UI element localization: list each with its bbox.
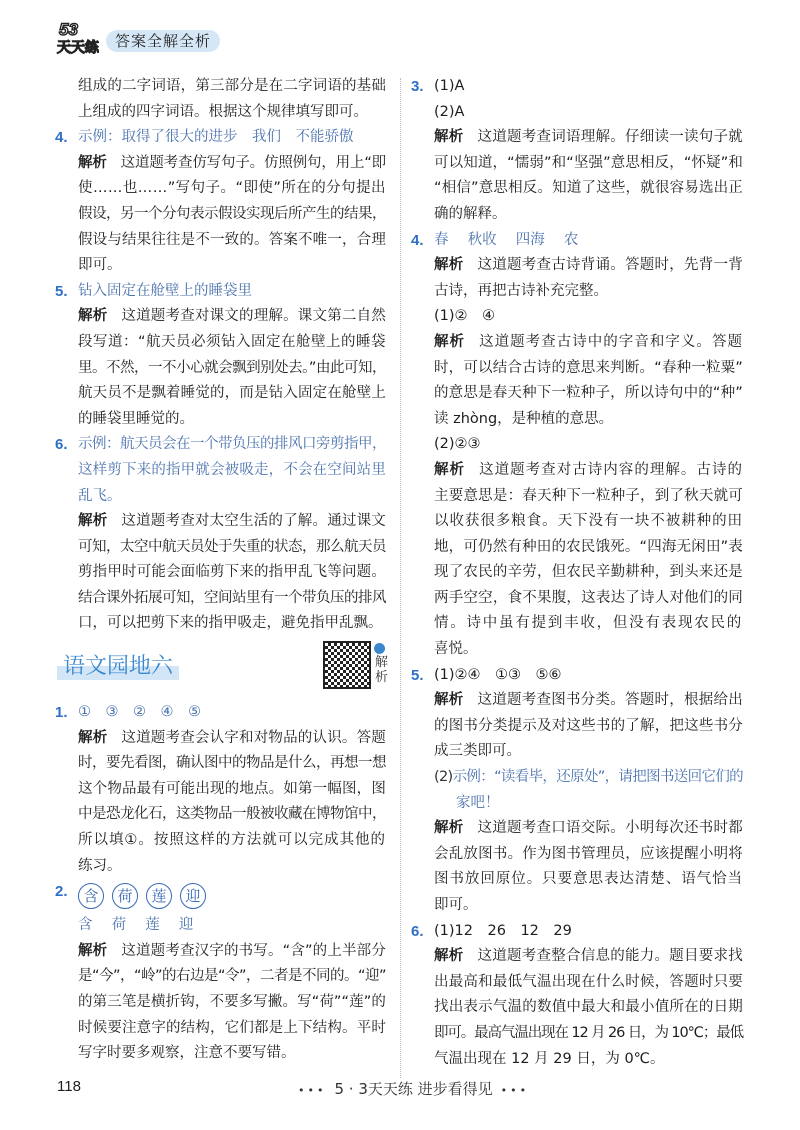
analysis-line (78, 854, 387, 880)
line-content (434, 458, 743, 484)
line-content (78, 828, 386, 854)
analysis-line (434, 1047, 744, 1073)
line-content (78, 458, 386, 484)
line-content (434, 970, 743, 996)
line-content (434, 586, 743, 612)
analysis-line (434, 714, 744, 740)
line-text: 上组成的四字词语。根据这个规律填写即可。 (78, 103, 368, 120)
line-content (434, 151, 743, 177)
line-text: 即可。 (78, 257, 122, 274)
line-text: 古诗，再把古诗补充完整。 (434, 282, 608, 299)
analysis-line (434, 611, 744, 637)
analysis-line (434, 688, 744, 714)
answer-line (434, 304, 744, 330)
line-text: 这道题考查对课文的理解。课文第二自然 (121, 308, 387, 325)
analysis-line (434, 484, 744, 510)
line-text: 假设与结果往往是不一致的。答案不唯一，合理 (78, 231, 386, 248)
line-text: 练习。 (78, 857, 122, 874)
line-text: (1)② ④ (434, 308, 496, 325)
line-text: 喜悦。 (434, 641, 478, 658)
analysis-label: 解析 (434, 692, 464, 709)
analysis-line (434, 253, 744, 279)
analysis-line (434, 202, 744, 228)
circled-character: 含 (78, 883, 104, 909)
line-text: 这道题考查整合信息的能力。题目要求找 (477, 948, 743, 965)
text-line (78, 100, 387, 126)
analysis-line (434, 970, 744, 996)
line-text: 找出表示气温的数值中最大和最小值所在的日期 (434, 999, 743, 1016)
analysis-line (434, 330, 744, 356)
analysis-line (434, 995, 744, 1021)
analysis-line (434, 381, 744, 407)
line-text: 的睡袋里睡觉的。 (78, 410, 194, 427)
line-text: 会乱放图书。作为图书管理员，应该提醒小明将 (434, 845, 743, 862)
line-content (456, 791, 500, 817)
analysis-line (78, 560, 387, 586)
line-text: 假设，另一个分句表示假设实现后所产生的结果， (78, 205, 386, 222)
line-content (434, 535, 743, 561)
line-content (78, 432, 386, 458)
line-content (78, 279, 252, 305)
line-text: 使……也……”写句子。“即使”所在的分句提出 (78, 180, 386, 197)
line-text: 两手空空，食不果腹，这表达了诗人对他们的同 (434, 589, 743, 606)
line-content (434, 944, 743, 970)
line-content (78, 176, 386, 202)
line-content (434, 228, 578, 254)
analysis-line (434, 893, 744, 919)
line-content (78, 700, 201, 726)
analysis-label: 解析 (434, 257, 464, 274)
analysis-line (434, 739, 744, 765)
line-content (78, 1041, 296, 1067)
line-text: (1)②④ ①③ ⑤⑥ (434, 666, 562, 683)
circled-character: 迎 (180, 883, 206, 909)
svg-text:53: 53 (59, 20, 78, 39)
line-content (434, 356, 743, 382)
footer-slogan (290, 1078, 537, 1099)
line-content (78, 751, 386, 777)
line-text: ① ③ ② ④ ⑤ (78, 704, 201, 721)
left-column (55, 74, 387, 1067)
question-block (55, 74, 387, 125)
answer-line (78, 125, 387, 151)
line-text: 的意思是春天种下一粒种子，所以诗句中的“种” (434, 385, 743, 402)
circled-character: 荷 (112, 883, 138, 909)
line-text: (1)12 26 12 29 (434, 922, 572, 939)
analysis-line (78, 330, 387, 356)
analysis-line (434, 535, 744, 561)
qr-label: 解析 (375, 655, 389, 686)
analysis-label: 解析 (78, 154, 107, 171)
analysis-line (434, 586, 744, 612)
answer-line (78, 484, 387, 510)
line-text: 时候要注意字的结构，它们都是上下结构。平时 (78, 1019, 386, 1036)
line-content (78, 304, 386, 330)
line-content (78, 509, 386, 535)
line-content (434, 995, 743, 1021)
line-text: 确的解释。 (434, 205, 507, 222)
line-content (78, 726, 386, 752)
circled-character: 莲 (146, 883, 172, 909)
question-block (411, 919, 744, 1073)
line-text: 时，要先看图，确认图中的物品是什么，再想一想 (78, 755, 386, 772)
line-text: 成三类即可。 (434, 743, 521, 760)
line-text: “相信”意思相反。知道了这些，就很容易选出正 (434, 180, 743, 197)
analysis-line (434, 509, 744, 535)
line-content (78, 535, 386, 561)
line-content (78, 74, 386, 100)
line-text: 这道题考查对太空生活的了解。通过课文 (121, 513, 387, 530)
line-text: (1)A (434, 78, 465, 94)
line-text: 组成的二字词语，第三部分是在二字词语的基础 (78, 78, 386, 94)
line-content (434, 176, 743, 202)
line-content (434, 125, 743, 151)
line-content (434, 432, 481, 458)
analysis-label: 解析 (434, 129, 464, 146)
analysis-line (78, 586, 387, 612)
line-text: 以收获很多粮食。天下没有一块不被耕种的田 (434, 513, 743, 530)
answer-line (434, 663, 744, 689)
analysis-line (78, 176, 387, 202)
line-text: 是“今”，“岭”的右边是“令”，二者是不同的。“迎” (78, 968, 386, 985)
line-content (434, 279, 608, 305)
analysis-line (434, 944, 744, 970)
line-text: 剪指甲时可能会面临剪下来的指甲乱飞等问题。 (78, 564, 386, 581)
analysis-line (78, 777, 387, 803)
line-content (78, 100, 368, 126)
question-block (411, 228, 744, 663)
line-content (434, 816, 743, 842)
line-content (434, 867, 743, 893)
play-icon[interactable] (374, 643, 385, 654)
line-text: 这道题考查词语理解。仔细读一读句子就 (477, 129, 743, 146)
line-content (78, 560, 386, 586)
footer-brand: 5 · 3天天练 (334, 1080, 413, 1098)
analysis-label: 解析 (434, 820, 464, 837)
analysis-line (434, 842, 744, 868)
analysis-line (78, 939, 387, 965)
analysis-label: 解析 (434, 461, 466, 478)
text-line (78, 74, 387, 100)
analysis-line (78, 253, 387, 279)
footer-dots-right: ••• (500, 1084, 530, 1097)
line-content (434, 714, 743, 740)
analysis-line (78, 964, 387, 990)
section-title: 语文园地六 (57, 649, 179, 680)
line-text: (2)②③ (434, 436, 481, 453)
analysis-line (78, 751, 387, 777)
page-number: 118 (57, 1078, 81, 1095)
line-content (78, 939, 386, 965)
analysis-line (434, 1021, 744, 1047)
line-content (78, 964, 386, 990)
line-content (78, 802, 386, 828)
line-text: 航天员不是飘着睡觉的，而是钻入固定在舱壁上 (78, 385, 386, 402)
analysis-line (434, 176, 744, 202)
analysis-label: 解析 (78, 942, 108, 959)
analysis-line (78, 611, 387, 637)
analysis-line (78, 1041, 387, 1067)
line-content (78, 854, 122, 880)
line-content (78, 990, 386, 1016)
line-text: 写字时要多观察，注意不要写错。 (78, 1045, 296, 1062)
answer-line (78, 458, 387, 484)
analysis-line (78, 828, 387, 854)
answer-line (434, 228, 744, 254)
question-block (55, 125, 387, 279)
line-content (434, 919, 572, 945)
line-content (78, 151, 386, 177)
line-content (434, 304, 495, 330)
line-content (78, 330, 386, 356)
analysis-line (78, 381, 387, 407)
line-text: 出最高和最低气温出现在什么时候，答题时只要 (434, 973, 743, 990)
line-text: 结合课外拓展可知，空间站里有一个带负压的排风 (78, 589, 386, 606)
analysis-line (434, 560, 744, 586)
line-text: 这道题考查会认字和对物品的认识。答题 (121, 729, 387, 746)
line-content (78, 586, 386, 612)
line-content (78, 202, 386, 228)
line-text: 主要意思是：春天种下一粒种子，到了秋天就可 (434, 487, 743, 504)
question-number: 2. (55, 883, 68, 901)
line-text: 这道题考查古诗中的字音和字义。答题 (479, 333, 744, 350)
line-text: 时，可以结合古诗的意思来判断。“春种一粒粟” (434, 359, 743, 376)
line-content (434, 637, 478, 663)
footer-motto: 进步看得见 (417, 1080, 493, 1098)
line-content (78, 356, 386, 382)
analysis-line (434, 407, 744, 433)
line-text: 即可。最高气温出现在 12 月 26 日，为 10℃；最低 (434, 1024, 743, 1041)
question-block (411, 74, 744, 228)
line-content (434, 484, 743, 510)
answer-line (434, 432, 744, 458)
line-text: 家吧！ (456, 794, 500, 811)
analysis-line (78, 407, 387, 433)
svg-text:天天练: 天天练 (57, 40, 99, 56)
analysis-line (78, 535, 387, 561)
question-number: 6. (411, 922, 424, 940)
line-content (78, 125, 354, 151)
column-divider (400, 78, 401, 1078)
line-text: 示例：“读看毕，还原处”，请把图书送回它们的 (452, 769, 743, 786)
line-text: 口，可以把剪下来的指甲吸走，避免指甲乱飘。 (78, 615, 383, 632)
question-number: 5. (55, 282, 68, 300)
analysis-label: 解析 (78, 513, 108, 530)
line-text: 图书放回原位。只要意思表达清楚、语气恰当 (434, 871, 743, 888)
line-content (434, 739, 521, 765)
question-block (411, 663, 744, 919)
answer-line (434, 919, 744, 945)
line-content (78, 407, 194, 433)
line-text: 地，可仍然有种田的农民饿死。“四海无闲田”表 (434, 538, 743, 555)
analysis-line (434, 279, 744, 305)
line-content (434, 893, 478, 919)
question-number: 6. (55, 436, 68, 454)
line-text: 气温出现在 12 月 29 日，为 0℃。 (434, 1050, 665, 1067)
line-text: (2)A (434, 103, 465, 120)
footer-dots-left: ••• (298, 1084, 327, 1097)
line-content (434, 509, 743, 535)
line-text: 这道题考查古诗背诵。答题时，先背一背 (477, 257, 743, 274)
analysis-line (434, 867, 744, 893)
analysis-label: 解析 (78, 308, 108, 325)
line-text: 的图书分类提示及对这些书的了解，把这些书分 (434, 717, 743, 734)
line-text: 所以填①。按照这样的方法就可以完成其他的 (78, 832, 386, 849)
sub-question-number: (2) (434, 769, 453, 786)
answer-line (78, 432, 387, 458)
line-content (434, 1047, 664, 1073)
line-content (434, 1021, 743, 1047)
line-text: 示例：取得了很大的进步 我们 不能骄傲 (78, 129, 354, 146)
line-text: 乱飞。 (78, 487, 122, 504)
line-text: 这道题考查仿写句子。仿照例句，用上“即 (120, 154, 387, 171)
line-content (434, 202, 507, 228)
line-text: 读 zhòng，是种植的意思。 (434, 410, 614, 427)
handwriting-answers (78, 879, 387, 913)
line-text: 示例：航天员会在一个带负压的排风口旁剪指甲， (78, 436, 386, 453)
analysis-line (434, 356, 744, 382)
analysis-label: 解析 (434, 333, 466, 350)
analysis-line (78, 304, 387, 330)
line-content (78, 484, 122, 510)
analysis-line (78, 356, 387, 382)
question-number: 1. (55, 704, 68, 722)
question-number: 5. (411, 666, 424, 684)
line-content (434, 253, 743, 279)
section-header (55, 637, 387, 700)
line-content (78, 777, 386, 803)
answer-line (434, 100, 744, 126)
answer-line (434, 74, 744, 100)
answer-line (78, 700, 387, 726)
line-content (434, 765, 743, 791)
line-text: 钻入固定在舱壁上的睡袋里 (78, 282, 252, 299)
right-column (411, 74, 744, 1072)
qr-code[interactable] (323, 641, 371, 689)
line-text: 这个物品最有可能出现的地点。如第一幅图，图 (78, 780, 386, 797)
analysis-line (434, 458, 744, 484)
analysis-line (78, 228, 387, 254)
question-block (55, 279, 387, 433)
answer-line (78, 913, 387, 939)
line-content (434, 663, 562, 689)
analysis-label: 解析 (78, 729, 108, 746)
answer-line (434, 765, 744, 791)
analysis-line (78, 990, 387, 1016)
line-content (434, 100, 464, 126)
line-content (434, 842, 743, 868)
line-content (434, 381, 743, 407)
line-text: 这样剪下来的指甲就会被吸走，不会在空间站里 (78, 461, 386, 478)
analysis-line (434, 816, 744, 842)
line-content (78, 1016, 386, 1042)
line-content (434, 407, 613, 433)
line-text: 春 秋收 四海 农 (434, 231, 579, 248)
analysis-line (434, 151, 744, 177)
header-title: 答案全解全析 (106, 30, 220, 52)
analysis-label: 解析 (434, 948, 464, 965)
question-block (55, 879, 387, 1067)
line-text: 这道题考查对古诗内容的理解。古诗的 (479, 461, 744, 478)
line-content (434, 688, 743, 714)
line-text: 的第三笔是横折钩，不要多写撇。写“荷”“莲”的 (78, 994, 386, 1010)
line-text: 即可。 (434, 897, 478, 913)
analysis-line (78, 151, 387, 177)
line-text: 含 荷 莲 迎 (78, 917, 194, 934)
line-content (78, 253, 122, 279)
answer-line (78, 279, 387, 305)
brand-logo (55, 18, 99, 56)
analysis-line (78, 726, 387, 752)
question-number: 4. (55, 129, 68, 147)
analysis-line (434, 637, 744, 663)
line-text: 这道题考查口语交际。小明每次还书时都 (477, 820, 743, 837)
line-content (78, 228, 386, 254)
line-text: 可以知道，“懦弱”和“坚强”意思相反，“怀疑”和 (434, 154, 743, 171)
line-content (78, 611, 383, 637)
answer-line (434, 791, 744, 817)
line-text: 段写道：“航天员必须钻入固定在舱壁上的睡袋 (78, 333, 386, 350)
analysis-line (78, 802, 387, 828)
line-text: 可知，太空中航天员处于失重的状态，那么航天员 (78, 538, 386, 555)
question-number: 3. (411, 78, 424, 95)
line-content (434, 560, 743, 586)
line-text: 里。不然，一不小心就会飘到别处去。”由此可知， (78, 359, 386, 376)
question-block (55, 432, 387, 637)
line-content (434, 611, 743, 637)
analysis-line (78, 509, 387, 535)
line-content (78, 381, 386, 407)
analysis-line (434, 125, 744, 151)
line-text: 这道题考查图书分类。答题时，根据给出 (477, 692, 743, 709)
question-number: 4. (411, 231, 424, 249)
line-text: 这道题考查汉字的书写。“含”的上半部分 (121, 942, 387, 959)
line-text: 现了农民的辛劳，但农民辛勤耕种，到头来还是 (434, 564, 743, 581)
line-content (434, 74, 464, 100)
line-text: 中是恐龙化石，这类物品一般被收藏在博物馆中， (78, 806, 386, 823)
line-text: 情。诗中虽有提到丰收，但没有表现农民的 (434, 615, 743, 632)
question-block (55, 700, 387, 879)
line-content (78, 913, 193, 939)
analysis-line (78, 202, 387, 228)
line-content (434, 330, 743, 356)
analysis-line (78, 1016, 387, 1042)
